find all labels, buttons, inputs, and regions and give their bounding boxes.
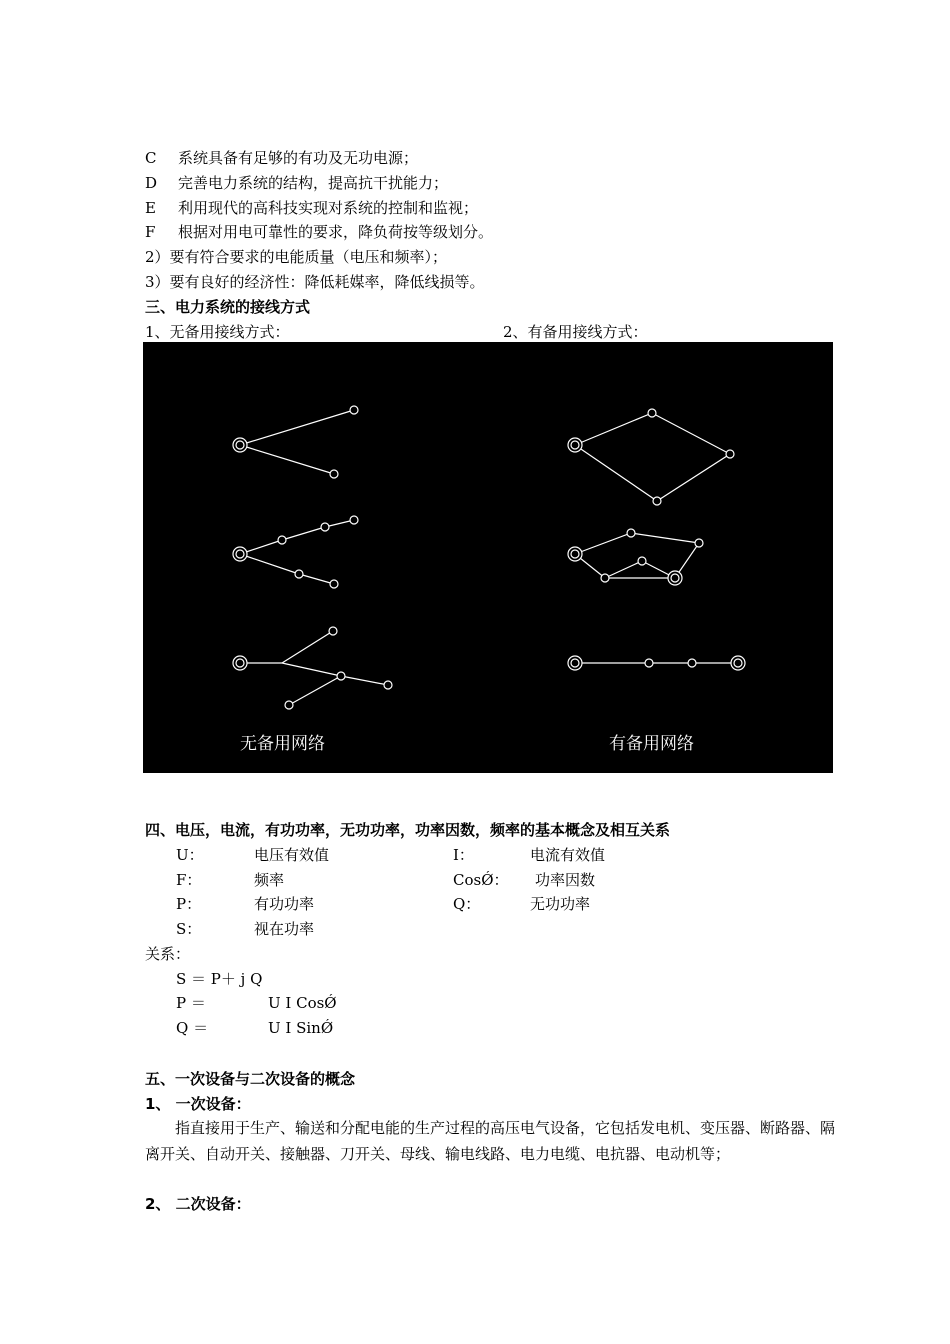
list-text: 系统具备有足够的有功及无功电源；: [178, 149, 419, 167]
def-desc: 功率因数: [535, 871, 596, 889]
def-symbol: P：: [176, 895, 202, 913]
backup-label: 2、有备用接线方式：: [503, 323, 648, 341]
section-4-heading: 四、电压，电流，有功功率，无功功率，功率因数，频率的基本概念及相互关系: [145, 821, 671, 839]
section-3-heading: 三、电力系统的接线方式: [145, 298, 311, 316]
def-symbol: CosǾ：: [453, 871, 509, 889]
list-marker: F: [145, 223, 156, 241]
formula-s: S ＝ P＋ j Q: [176, 970, 263, 988]
def-desc: 有功功率: [254, 895, 315, 913]
list-marker: D: [145, 174, 158, 192]
def-desc: 视在功率: [254, 920, 315, 938]
def-symbol: F：: [176, 871, 202, 889]
list-text: 完善电力系统的结构，提高抗干扰能力；: [178, 174, 449, 192]
formula-q-rhs: U I SinǾ: [268, 1019, 334, 1037]
list-text: 根据对用电可靠性的要求，降负荷按等级划分。: [178, 223, 494, 241]
subsection-secondary-heading: 2、 二次设备：: [145, 1195, 251, 1213]
def-symbol: I：: [453, 846, 474, 864]
no-backup-label: 1、无备用接线方式：: [145, 323, 290, 341]
caption-no-backup: 无备用网络: [240, 734, 325, 754]
def-desc: 电压有效值: [254, 846, 330, 864]
wiring-diagram-svg: [143, 342, 833, 773]
formula-p-lhs: P ＝: [176, 994, 206, 1012]
def-desc: 电流有效值: [530, 846, 606, 864]
diagram-lines: [240, 410, 738, 705]
def-symbol: S：: [176, 920, 202, 938]
formula-q-lhs: Q ＝: [176, 1019, 209, 1037]
list-marker: C: [145, 149, 157, 167]
wiring-diagram: [143, 342, 833, 773]
relation-label: 关系：: [145, 945, 191, 963]
section-5-heading: 五、一次设备与二次设备的概念: [145, 1070, 356, 1088]
caption-backup: 有备用网络: [609, 734, 694, 754]
requirement-2: 2）要有符合要求的电能质量（电压和频率）；: [145, 248, 448, 266]
list-item-c: [145, 148, 419, 168]
def-symbol: Q：: [453, 895, 481, 913]
list-item-d: [145, 173, 449, 193]
def-desc: 频率: [254, 871, 285, 889]
requirement-3: 3）要有良好的经济性：降低耗媒率，降低线损等。: [145, 273, 485, 291]
list-item-e: [145, 198, 479, 218]
list-marker: E: [145, 199, 156, 217]
def-desc: 无功功率: [530, 895, 591, 913]
primary-equipment-paragraph: 指直接用于生产、输送和分配电能的生产过程的高压电气设备，它包括发电机、变压器、断路器、隔离开关、自动开关、接触器、刀开关、母线、输电线路、电力电缆、电抗器、电动机等；: [145, 1119, 836, 1163]
list-item-f: [145, 222, 494, 242]
formula-p-rhs: U I CosǾ: [268, 994, 337, 1012]
def-symbol: U：: [176, 846, 204, 864]
list-text: 利用现代的高科技实现对系统的控制和监视；: [178, 199, 479, 217]
subsection-primary-heading: 1、 一次设备：: [145, 1095, 251, 1113]
